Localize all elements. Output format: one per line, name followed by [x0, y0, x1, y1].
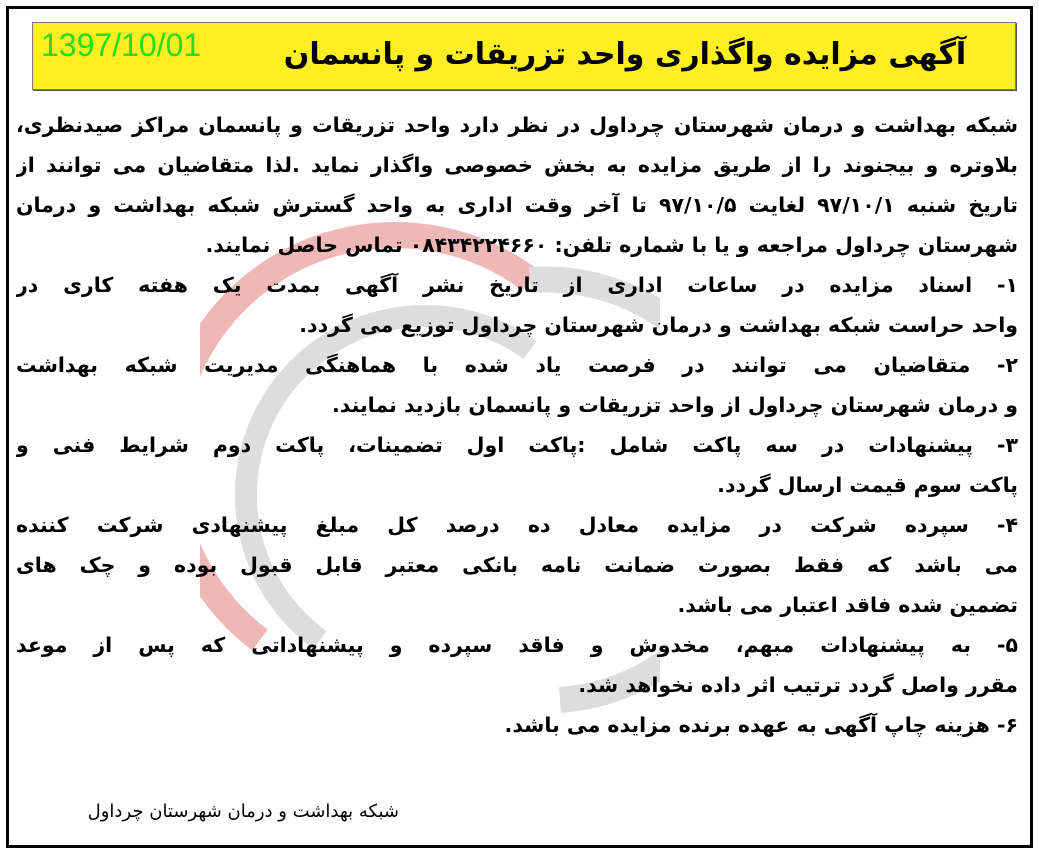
clause-3: ۳- پیشنهادات در سه پاکت شامل :پاکت اول تضمینات، پاکت دوم شرایط فنی و: [16, 433, 1018, 457]
clause-4-cont: می باشد که فقط بصورت ضمانت نامه بانکی معتبر قابل قبول بوده و چک های: [16, 553, 1018, 577]
issuer-signature: شبکه بهداشت و درمان شهرستان چرداول: [87, 801, 399, 822]
body-line: شبکه بهداشت و درمان شهرستان چرداول در نظر دارد واحد تزریقات و پانسمان مراکز صیدنظری،: [16, 113, 1018, 137]
body-line: شهرستان چرداول مراجعه و یا با شماره تلفن: ۰۸۴۳۴۲۲۴۶۶۰ تماس حاصل نمایند.: [205, 233, 1018, 257]
ad-body: [16, 105, 1018, 745]
clause-5: ۵- به پیشنهادات مبهم، مخدوش و فاقد سپرده و پیشنهاداتی که پس از موعد: [16, 633, 1018, 657]
clause-4: ۴- سپرده شرکت در مزایده معادل ده درصد کل مبلغ پیشنهادی شرکت کننده: [16, 513, 1018, 537]
publish-date: 1397/10/01: [41, 27, 202, 63]
body-line: بلاوتره و بیجنوند را از طریق مزایده به بخش خصوصی واگذار نماید .لذا متقاضیان می توانند از: [16, 153, 1018, 177]
clause-1: ۱- اسناد مزایده در ساعات اداری از تاریخ نشر آگهی بمدت یک هفته کاری در: [16, 273, 1018, 297]
clause-5-cont: مقرر واصل گردد ترتیب اثر داده نخواهد شد.: [578, 673, 1018, 697]
ad-title: آگهی مزایده واگذاری واحد تزریقات و پانسمان: [283, 37, 967, 72]
clause-2: ۲- متقاضیان می توانند در فرصت یاد شده با هماهنگی مدیریت شبکه بهداشت: [16, 353, 1018, 377]
clause-4-cont: تضمین شده فاقد اعتبار می باشد.: [677, 593, 1018, 617]
clause-6: ۶- هزینه چاپ آگهی به عهده برنده مزایده می باشد.: [504, 713, 1018, 737]
clause-2-cont: و درمان شهرستان چرداول از واحد تزریقات و پانسمان بازدید نمایند.: [331, 393, 1018, 417]
title-banner: [32, 22, 1016, 90]
clause-3-cont: پاکت سوم قیمت ارسال گردد.: [717, 473, 1018, 497]
clause-1-cont: واحد حراست شبکه بهداشت و درمان شهرستان چرداول توزیع می گردد.: [299, 313, 1018, 337]
body-line: تاریخ شنبه ۹۷/۱۰/۱ لغایت ۹۷/۱۰/۵ تا آخر وقت اداری به واحد گسترش شبکه بهداشت و درمان: [16, 193, 1018, 217]
